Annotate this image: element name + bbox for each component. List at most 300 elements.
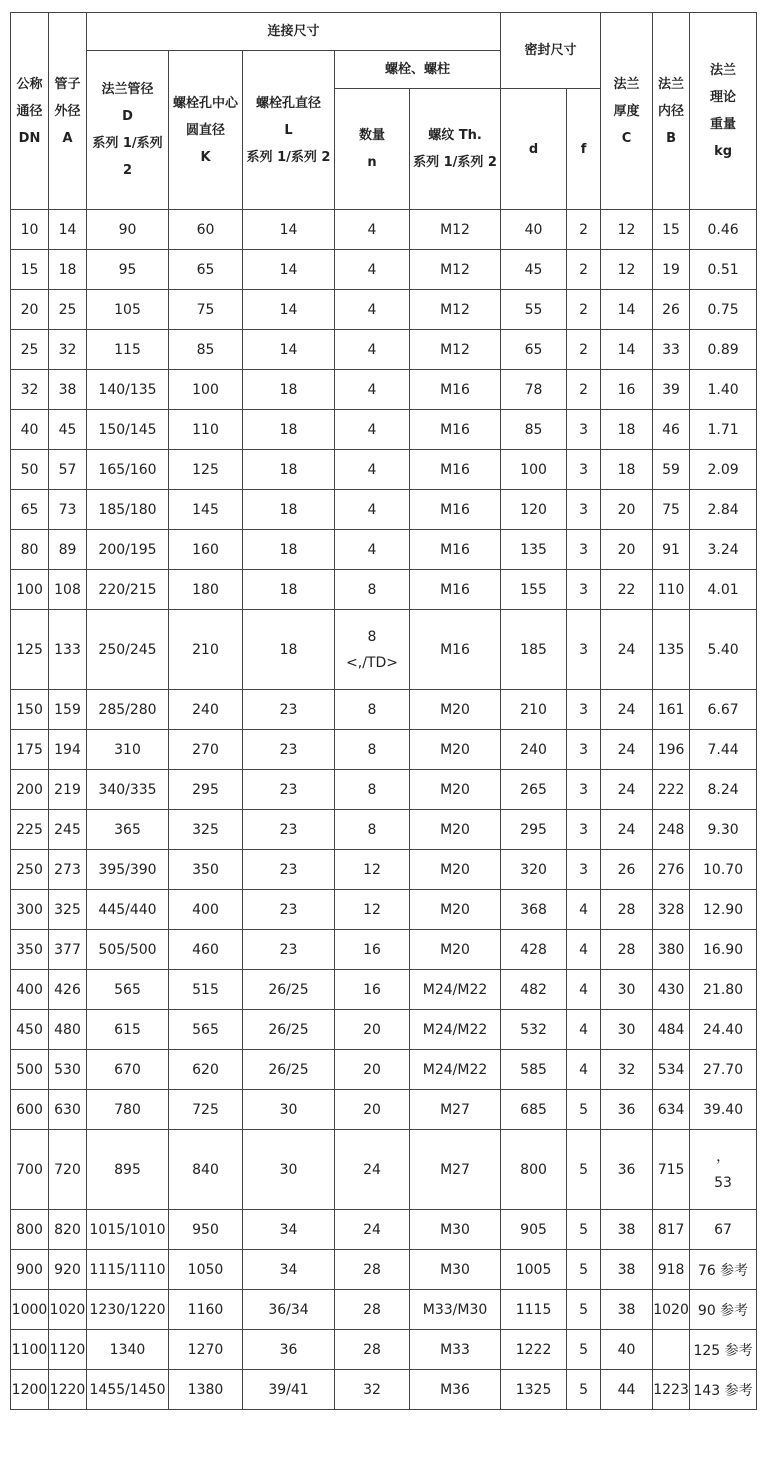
cell-bolt-count: 4 [335, 410, 410, 450]
cell-seal-d: 532 [501, 1010, 567, 1050]
cell-flange-diameter: 1230/1220 [87, 1290, 169, 1330]
cell-seal-d: 1325 [501, 1370, 567, 1410]
cell-thread: M16 [410, 530, 501, 570]
cell-bolt-count: 4 [335, 450, 410, 490]
table-row [11, 290, 757, 330]
cell-dn: 40 [11, 410, 49, 450]
cell-bolt-circle: 180 [169, 570, 243, 610]
cell-bolt-hole: 14 [243, 250, 335, 290]
cell-thickness: 38 [601, 1290, 653, 1330]
cell-seal-f: 5 [567, 1090, 601, 1130]
cell-pipe-od: 720 [49, 1130, 87, 1210]
cell-flange-diameter: 150/145 [87, 410, 169, 450]
cell-bolt-count: 24 [335, 1130, 410, 1210]
table-row [11, 570, 757, 610]
table-row [11, 1290, 757, 1330]
cell-inner-diameter: 75 [653, 490, 690, 530]
table-row [11, 1010, 757, 1050]
cell-pipe-od: 14 [49, 210, 87, 250]
cell-flange-diameter: 140/135 [87, 370, 169, 410]
cell-seal-d: 45 [501, 250, 567, 290]
table-row [11, 890, 757, 930]
cell-pipe-od: 377 [49, 930, 87, 970]
cell-bolt-count: 8 [335, 570, 410, 610]
cell-seal-d: 800 [501, 1130, 567, 1210]
cell-seal-d: 78 [501, 370, 567, 410]
cell-bolt-hole: 23 [243, 730, 335, 770]
cell-thread: M24/M22 [410, 1010, 501, 1050]
table-row [11, 450, 757, 490]
cell-weight: ， 53 [690, 1130, 757, 1210]
cell-thread: M27 [410, 1090, 501, 1130]
cell-seal-f: 4 [567, 970, 601, 1010]
cell-thread: M12 [410, 250, 501, 290]
cell-thread: M30 [410, 1250, 501, 1290]
cell-thread: M16 [410, 410, 501, 450]
cell-bolt-hole: 34 [243, 1250, 335, 1290]
cell-bolt-hole: 23 [243, 770, 335, 810]
cell-weight: 8.24 [690, 770, 757, 810]
cell-dn: 10 [11, 210, 49, 250]
cell-bolt-count: 8 [335, 690, 410, 730]
cell-bolt-count: 16 [335, 930, 410, 970]
cell-flange-diameter: 1340 [87, 1330, 169, 1370]
cell-bolt-hole: 18 [243, 570, 335, 610]
cell-flange-diameter: 1015/1010 [87, 1210, 169, 1250]
cell-bolt-circle: 210 [169, 610, 243, 690]
cell-thread: M20 [410, 730, 501, 770]
cell-seal-f: 4 [567, 1050, 601, 1090]
cell-dn: 700 [11, 1130, 49, 1210]
cell-bolt-circle: 85 [169, 330, 243, 370]
cell-seal-f: 3 [567, 690, 601, 730]
table-row [11, 1330, 757, 1370]
cell-thickness: 22 [601, 570, 653, 610]
table-row [11, 210, 757, 250]
cell-flange-diameter: 445/440 [87, 890, 169, 930]
header-flange-thickness: 法兰 厚度 C [601, 13, 653, 210]
cell-flange-diameter: 670 [87, 1050, 169, 1090]
header-seal-d: d [501, 89, 567, 210]
cell-dn: 65 [11, 490, 49, 530]
cell-thickness: 36 [601, 1130, 653, 1210]
cell-weight: 143 参考 [690, 1370, 757, 1410]
cell-inner-diameter: 918 [653, 1250, 690, 1290]
cell-thickness: 24 [601, 730, 653, 770]
cell-thread: M20 [410, 770, 501, 810]
cell-bolt-count: 8 <,/TD> [335, 610, 410, 690]
table-row [11, 410, 757, 450]
cell-dn: 175 [11, 730, 49, 770]
cell-seal-d: 320 [501, 850, 567, 890]
cell-thickness: 24 [601, 810, 653, 850]
cell-thread: M24/M22 [410, 970, 501, 1010]
header-seal-f: f [567, 89, 601, 210]
cell-pipe-od: 57 [49, 450, 87, 490]
cell-seal-d: 100 [501, 450, 567, 490]
cell-thickness: 36 [601, 1090, 653, 1130]
cell-bolt-hole: 18 [243, 370, 335, 410]
cell-inner-diameter: 26 [653, 290, 690, 330]
cell-bolt-hole: 14 [243, 330, 335, 370]
cell-thickness: 16 [601, 370, 653, 410]
cell-seal-d: 240 [501, 730, 567, 770]
cell-weight: 16.90 [690, 930, 757, 970]
cell-bolt-count: 28 [335, 1290, 410, 1330]
cell-thickness: 30 [601, 1010, 653, 1050]
cell-seal-d: 40 [501, 210, 567, 250]
cell-thread: M20 [410, 890, 501, 930]
cell-thickness: 12 [601, 210, 653, 250]
cell-weight: 21.80 [690, 970, 757, 1010]
cell-weight: 1.40 [690, 370, 757, 410]
cell-weight: 10.70 [690, 850, 757, 890]
cell-bolt-count: 20 [335, 1010, 410, 1050]
cell-dn: 125 [11, 610, 49, 690]
table-row [11, 250, 757, 290]
cell-bolt-hole: 34 [243, 1210, 335, 1250]
cell-bolt-count: 4 [335, 330, 410, 370]
cell-bolt-hole: 30 [243, 1130, 335, 1210]
cell-inner-diameter: 39 [653, 370, 690, 410]
cell-bolt-circle: 725 [169, 1090, 243, 1130]
cell-weight: 2.09 [690, 450, 757, 490]
cell-seal-f: 3 [567, 810, 601, 850]
cell-bolt-hole: 23 [243, 690, 335, 730]
cell-seal-d: 1115 [501, 1290, 567, 1330]
cell-pipe-od: 219 [49, 770, 87, 810]
cell-bolt-count: 20 [335, 1090, 410, 1130]
cell-thickness: 14 [601, 290, 653, 330]
cell-seal-d: 265 [501, 770, 567, 810]
cell-weight: 125 参考 [690, 1330, 757, 1370]
cell-seal-f: 4 [567, 890, 601, 930]
cell-seal-d: 135 [501, 530, 567, 570]
cell-inner-diameter: 634 [653, 1090, 690, 1130]
cell-bolt-circle: 840 [169, 1130, 243, 1210]
cell-thickness: 44 [601, 1370, 653, 1410]
cell-seal-f: 2 [567, 290, 601, 330]
cell-inner-diameter: 46 [653, 410, 690, 450]
cell-inner-diameter: 91 [653, 530, 690, 570]
cell-bolt-hole: 30 [243, 1090, 335, 1130]
cell-bolt-count: 4 [335, 490, 410, 530]
cell-flange-diameter: 1455/1450 [87, 1370, 169, 1410]
cell-pipe-od: 480 [49, 1010, 87, 1050]
cell-thread: M20 [410, 690, 501, 730]
table-row [11, 970, 757, 1010]
cell-dn: 400 [11, 970, 49, 1010]
cell-thread: M36 [410, 1370, 501, 1410]
cell-thread: M30 [410, 1210, 501, 1250]
cell-weight: 39.40 [690, 1090, 757, 1130]
cell-dn: 100 [11, 570, 49, 610]
flange-table-container [10, 12, 756, 1410]
cell-weight: 4.01 [690, 570, 757, 610]
header-connection-size: 连接尺寸 [87, 13, 501, 51]
cell-seal-f: 4 [567, 1010, 601, 1050]
cell-bolt-circle: 75 [169, 290, 243, 330]
cell-seal-f: 3 [567, 730, 601, 770]
cell-seal-f: 5 [567, 1250, 601, 1290]
cell-flange-diameter: 395/390 [87, 850, 169, 890]
cell-seal-d: 155 [501, 570, 567, 610]
cell-thickness: 30 [601, 970, 653, 1010]
cell-inner-diameter: 328 [653, 890, 690, 930]
cell-bolt-count: 32 [335, 1370, 410, 1410]
cell-flange-diameter: 285/280 [87, 690, 169, 730]
cell-thickness: 26 [601, 850, 653, 890]
cell-bolt-circle: 160 [169, 530, 243, 570]
cell-bolt-circle: 460 [169, 930, 243, 970]
cell-bolt-hole: 39/41 [243, 1370, 335, 1410]
cell-bolt-circle: 60 [169, 210, 243, 250]
cell-flange-diameter: 895 [87, 1130, 169, 1210]
cell-pipe-od: 108 [49, 570, 87, 610]
cell-flange-diameter: 250/245 [87, 610, 169, 690]
cell-inner-diameter: 534 [653, 1050, 690, 1090]
cell-bolt-circle: 1270 [169, 1330, 243, 1370]
table-row [11, 1050, 757, 1090]
cell-thickness: 40 [601, 1330, 653, 1370]
cell-bolt-hole: 18 [243, 530, 335, 570]
cell-dn: 20 [11, 290, 49, 330]
cell-seal-d: 482 [501, 970, 567, 1010]
cell-seal-f: 3 [567, 530, 601, 570]
cell-pipe-od: 920 [49, 1250, 87, 1290]
cell-seal-f: 5 [567, 1330, 601, 1370]
cell-bolt-hole: 23 [243, 850, 335, 890]
cell-dn: 1100 [11, 1330, 49, 1370]
header-dn: 公称 通径 DN [11, 13, 49, 210]
cell-dn: 32 [11, 370, 49, 410]
cell-dn: 300 [11, 890, 49, 930]
cell-flange-diameter: 105 [87, 290, 169, 330]
table-row [11, 610, 757, 690]
cell-inner-diameter: 135 [653, 610, 690, 690]
cell-flange-diameter: 1115/1110 [87, 1250, 169, 1290]
header-flange-diameter: 法兰管径 D 系列 1/系列 2 [87, 51, 169, 210]
cell-weight: 0.51 [690, 250, 757, 290]
cell-bolt-hole: 18 [243, 410, 335, 450]
cell-dn: 1000 [11, 1290, 49, 1330]
cell-bolt-count: 8 [335, 810, 410, 850]
cell-pipe-od: 245 [49, 810, 87, 850]
cell-seal-f: 3 [567, 450, 601, 490]
cell-weight: 5.40 [690, 610, 757, 690]
cell-bolt-circle: 240 [169, 690, 243, 730]
cell-pipe-od: 159 [49, 690, 87, 730]
cell-bolt-circle: 110 [169, 410, 243, 450]
cell-dn: 200 [11, 770, 49, 810]
cell-bolt-count: 4 [335, 250, 410, 290]
cell-bolt-circle: 1160 [169, 1290, 243, 1330]
cell-dn: 50 [11, 450, 49, 490]
cell-flange-diameter: 90 [87, 210, 169, 250]
cell-inner-diameter: 430 [653, 970, 690, 1010]
table-row [11, 370, 757, 410]
cell-pipe-od: 133 [49, 610, 87, 690]
table-body [11, 210, 757, 1410]
cell-inner-diameter: 380 [653, 930, 690, 970]
table-row [11, 1130, 757, 1210]
table-row [11, 530, 757, 570]
cell-thickness: 38 [601, 1250, 653, 1290]
cell-bolt-hole: 26/25 [243, 1010, 335, 1050]
cell-flange-diameter: 165/160 [87, 450, 169, 490]
cell-pipe-od: 89 [49, 530, 87, 570]
table-row [11, 690, 757, 730]
cell-pipe-od: 325 [49, 890, 87, 930]
table-row [11, 330, 757, 370]
cell-flange-diameter: 95 [87, 250, 169, 290]
cell-weight: 2.84 [690, 490, 757, 530]
cell-bolt-circle: 515 [169, 970, 243, 1010]
cell-thread: M27 [410, 1130, 501, 1210]
header-bolt-circle: 螺栓孔中心 圆直径 K [169, 51, 243, 210]
cell-seal-d: 1005 [501, 1250, 567, 1290]
cell-thickness: 18 [601, 410, 653, 450]
cell-seal-f: 5 [567, 1130, 601, 1210]
cell-bolt-circle: 565 [169, 1010, 243, 1050]
cell-thread: M16 [410, 490, 501, 530]
cell-flange-diameter: 310 [87, 730, 169, 770]
cell-inner-diameter: 15 [653, 210, 690, 250]
cell-flange-diameter: 365 [87, 810, 169, 850]
cell-thickness: 20 [601, 530, 653, 570]
cell-pipe-od: 530 [49, 1050, 87, 1090]
cell-thread: M16 [410, 610, 501, 690]
cell-bolt-circle: 950 [169, 1210, 243, 1250]
cell-thickness: 24 [601, 770, 653, 810]
cell-thickness: 24 [601, 690, 653, 730]
cell-bolt-hole: 23 [243, 890, 335, 930]
cell-flange-diameter: 220/215 [87, 570, 169, 610]
table-row [11, 810, 757, 850]
cell-bolt-hole: 14 [243, 290, 335, 330]
cell-thickness: 20 [601, 490, 653, 530]
cell-bolt-hole: 26/25 [243, 970, 335, 1010]
cell-bolt-hole: 23 [243, 810, 335, 850]
cell-bolt-count: 28 [335, 1250, 410, 1290]
cell-dn: 225 [11, 810, 49, 850]
cell-thread: M20 [410, 930, 501, 970]
cell-bolt-hole: 26/25 [243, 1050, 335, 1090]
cell-inner-diameter: 276 [653, 850, 690, 890]
cell-bolt-count: 20 [335, 1050, 410, 1090]
table-row [11, 930, 757, 970]
cell-thickness: 28 [601, 890, 653, 930]
cell-pipe-od: 18 [49, 250, 87, 290]
cell-seal-d: 85 [501, 410, 567, 450]
cell-weight: 24.40 [690, 1010, 757, 1050]
cell-dn: 450 [11, 1010, 49, 1050]
cell-bolt-circle: 1050 [169, 1250, 243, 1290]
cell-seal-d: 210 [501, 690, 567, 730]
table-row [11, 1250, 757, 1290]
cell-bolt-circle: 125 [169, 450, 243, 490]
cell-flange-diameter: 200/195 [87, 530, 169, 570]
cell-pipe-od: 820 [49, 1210, 87, 1250]
cell-weight: 1.71 [690, 410, 757, 450]
cell-inner-diameter: 33 [653, 330, 690, 370]
cell-bolt-count: 4 [335, 290, 410, 330]
cell-bolt-hole: 23 [243, 930, 335, 970]
cell-pipe-od: 25 [49, 290, 87, 330]
cell-pipe-od: 73 [49, 490, 87, 530]
cell-seal-f: 3 [567, 770, 601, 810]
cell-bolt-count: 4 [335, 530, 410, 570]
cell-dn: 350 [11, 930, 49, 970]
cell-thread: M20 [410, 810, 501, 850]
cell-seal-f: 2 [567, 330, 601, 370]
cell-thread: M12 [410, 330, 501, 370]
cell-weight: 0.89 [690, 330, 757, 370]
cell-inner-diameter: 1223 [653, 1370, 690, 1410]
cell-thread: M24/M22 [410, 1050, 501, 1090]
cell-weight: 0.46 [690, 210, 757, 250]
header-bolts: 螺栓、螺柱 [335, 51, 501, 89]
cell-thickness: 14 [601, 330, 653, 370]
cell-inner-diameter [653, 1330, 690, 1370]
cell-flange-diameter: 505/500 [87, 930, 169, 970]
cell-bolt-count: 4 [335, 370, 410, 410]
table-row [11, 770, 757, 810]
cell-thread: M20 [410, 850, 501, 890]
cell-pipe-od: 194 [49, 730, 87, 770]
cell-weight: 90 参考 [690, 1290, 757, 1330]
header-seal-size: 密封尺寸 [501, 13, 601, 89]
cell-bolt-circle: 1380 [169, 1370, 243, 1410]
cell-thread: M12 [410, 290, 501, 330]
cell-dn: 250 [11, 850, 49, 890]
cell-pipe-od: 1120 [49, 1330, 87, 1370]
cell-bolt-hole: 36/34 [243, 1290, 335, 1330]
cell-flange-diameter: 565 [87, 970, 169, 1010]
cell-bolt-circle: 145 [169, 490, 243, 530]
cell-bolt-count: 12 [335, 850, 410, 890]
cell-flange-diameter: 340/335 [87, 770, 169, 810]
cell-seal-d: 368 [501, 890, 567, 930]
cell-seal-f: 5 [567, 1210, 601, 1250]
cell-thickness: 32 [601, 1050, 653, 1090]
cell-bolt-count: 28 [335, 1330, 410, 1370]
cell-thickness: 38 [601, 1210, 653, 1250]
cell-pipe-od: 630 [49, 1090, 87, 1130]
cell-flange-diameter: 780 [87, 1090, 169, 1130]
table-row [11, 490, 757, 530]
cell-pipe-od: 426 [49, 970, 87, 1010]
cell-inner-diameter: 222 [653, 770, 690, 810]
cell-thickness: 24 [601, 610, 653, 690]
cell-seal-f: 3 [567, 490, 601, 530]
cell-weight: 67 [690, 1210, 757, 1250]
cell-flange-diameter: 615 [87, 1010, 169, 1050]
cell-seal-d: 120 [501, 490, 567, 530]
cell-seal-f: 3 [567, 850, 601, 890]
cell-bolt-count: 8 [335, 730, 410, 770]
cell-thickness: 18 [601, 450, 653, 490]
cell-seal-d: 65 [501, 330, 567, 370]
cell-bolt-circle: 100 [169, 370, 243, 410]
cell-bolt-circle: 65 [169, 250, 243, 290]
cell-thread: M33 [410, 1330, 501, 1370]
cell-dn: 900 [11, 1250, 49, 1290]
cell-inner-diameter: 196 [653, 730, 690, 770]
cell-flange-diameter: 185/180 [87, 490, 169, 530]
cell-seal-f: 2 [567, 250, 601, 290]
cell-bolt-count: 4 [335, 210, 410, 250]
